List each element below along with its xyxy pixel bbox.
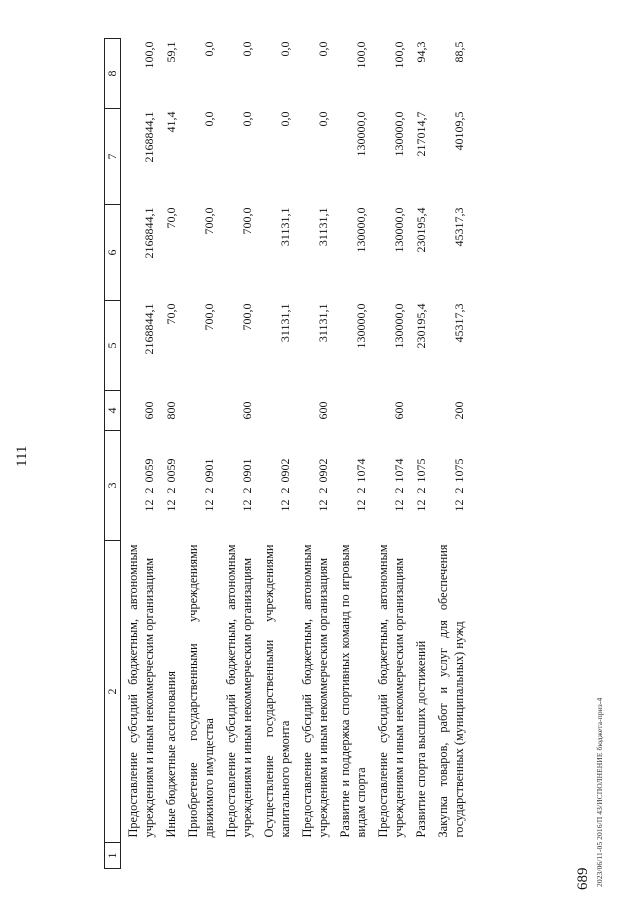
target-article-code: 0901 xyxy=(240,458,254,483)
source-path: 2023/06/11-05 2016/П 43/ИСПОЛНЕНИЕ бюджета-приз-4 xyxy=(595,697,604,887)
section-code: 12 xyxy=(392,499,406,512)
column-number-6: 6 xyxy=(105,205,121,301)
executed-amount: 0,0 xyxy=(316,111,330,127)
section-code: 12 xyxy=(240,499,254,512)
execution-percent: 59,1 xyxy=(164,41,178,63)
item-name: Развитие спорта высших достижений xyxy=(414,640,428,838)
target-article-code: 1074 xyxy=(392,458,406,483)
column-number-1: 1 xyxy=(105,843,121,869)
executed-amount: 41,4 xyxy=(164,111,178,133)
executed-amount: 130000,0 xyxy=(354,111,368,157)
approved-amount: 31131,1 xyxy=(316,303,330,343)
approved-amount: 2168844,1 xyxy=(142,303,156,355)
approved-amount: 700,0 xyxy=(240,303,254,331)
approved-amount: 45317,3 xyxy=(452,303,466,343)
item-name: Иные бюджетные ассигнования xyxy=(164,670,178,838)
execution-percent: 0,0 xyxy=(240,41,254,57)
refined-amount: 31131,1 xyxy=(278,207,292,247)
row-index-cell xyxy=(409,843,431,869)
expense-type-code: 600 xyxy=(240,401,254,420)
classification-code xyxy=(409,431,431,541)
execution-percent: 100,0 xyxy=(354,41,368,69)
classification-code xyxy=(333,431,371,541)
execution-percent: 0,0 xyxy=(316,41,330,57)
refined-amount: 700,0 xyxy=(202,207,216,235)
executed-amount: 130000,0 xyxy=(392,111,406,157)
refined-amount: 31131,1 xyxy=(316,207,330,247)
execution-percent: 94,3 xyxy=(414,41,428,63)
table-row xyxy=(431,39,469,869)
section-code: 12 xyxy=(316,499,330,512)
item-name: Предоставление субсидий бюджетным, автономным учреждениям и иным некоммерческим организациям xyxy=(224,544,254,838)
item-name: Закупка товаров, работ и услуг для обеспечения государственных (муниципальных) нужд xyxy=(436,544,466,838)
expense-type-code xyxy=(181,391,219,431)
classification-code xyxy=(159,431,181,541)
target-article-code: 1075 xyxy=(414,458,428,483)
column-number-8: 8 xyxy=(105,39,121,109)
approved-amount: 70,0 xyxy=(164,303,178,325)
execution-percent: 0,0 xyxy=(278,41,292,57)
executed-amount: 217014,7 xyxy=(414,111,428,157)
refined-amount: 70,0 xyxy=(164,207,178,229)
expense-type-code xyxy=(257,391,295,431)
column-number-4: 4 xyxy=(105,391,121,431)
expense-type-code: 800 xyxy=(164,401,178,420)
execution-percent: 100,0 xyxy=(392,41,406,69)
target-article-code: 0901 xyxy=(202,458,216,483)
refined-amount: 130000,0 xyxy=(354,207,368,253)
table-row xyxy=(181,39,219,869)
table-row xyxy=(295,39,333,869)
item-name: Предоставление субсидий бюджетным, автономным учреждениям и иным некоммерческим организациям xyxy=(126,544,156,838)
subsection-code: 2 xyxy=(452,487,466,494)
section-code: 12 xyxy=(142,499,156,512)
approved-amount: 31131,1 xyxy=(278,303,292,343)
table-body xyxy=(121,39,470,869)
subsection-code: 2 xyxy=(142,487,156,494)
row-index-cell xyxy=(219,843,257,869)
table-row xyxy=(159,39,181,869)
approved-amount: 130000,0 xyxy=(392,303,406,349)
classification-code xyxy=(219,431,257,541)
section-code: 12 xyxy=(278,499,292,512)
subsection-code: 2 xyxy=(240,487,254,494)
refined-amount: 700,0 xyxy=(240,207,254,235)
column-number-3: 3 xyxy=(105,431,121,541)
row-index-cell xyxy=(181,843,219,869)
classification-code xyxy=(371,431,409,541)
table-row xyxy=(409,39,431,869)
executed-amount: 40109,5 xyxy=(452,111,466,151)
refined-amount: 230195,4 xyxy=(414,207,428,253)
item-name: Предоставление субсидий бюджетным, автономным учреждениям и иным некоммерческим организациям xyxy=(300,544,330,838)
expense-type-code xyxy=(409,391,431,431)
expense-type-code: 200 xyxy=(452,401,466,420)
target-article-code: 0902 xyxy=(278,458,292,483)
section-code: 12 xyxy=(452,499,466,512)
row-index-cell xyxy=(121,843,160,869)
refined-amount: 45317,3 xyxy=(452,207,466,247)
item-name: Развитие и поддержка спортивных команд по игровым видам спорта xyxy=(338,544,368,838)
refined-amount: 2168844,1 xyxy=(142,207,156,259)
column-number-2: 2 xyxy=(105,541,121,843)
section-code: 12 xyxy=(354,499,368,512)
approved-amount: 230195,4 xyxy=(414,303,428,349)
item-name: Осуществление государственными учреждениями капитального ремонта xyxy=(262,544,292,838)
table-row xyxy=(371,39,409,869)
execution-percent: 0,0 xyxy=(202,41,216,57)
expense-type-code: 600 xyxy=(142,401,156,420)
expense-type-code: 600 xyxy=(316,401,330,420)
target-article-code: 0902 xyxy=(316,458,330,483)
item-name: Предоставление субсидий бюджетным, автономным учреждениям и иным некоммерческим организациям xyxy=(376,544,406,838)
refined-amount: 130000,0 xyxy=(392,207,406,253)
classification-code xyxy=(431,431,469,541)
subsection-code: 2 xyxy=(278,487,292,494)
execution-percent: 88,5 xyxy=(452,41,466,63)
subsection-code: 2 xyxy=(392,487,406,494)
section-code: 12 xyxy=(414,499,428,512)
section-code: 12 xyxy=(164,499,178,512)
subsection-code: 2 xyxy=(316,487,330,494)
classification-code xyxy=(181,431,219,541)
table-row xyxy=(219,39,257,869)
row-index-cell xyxy=(431,843,469,869)
subsection-code: 2 xyxy=(164,487,178,494)
row-index-cell xyxy=(257,843,295,869)
executed-amount: 0,0 xyxy=(278,111,292,127)
item-name: Приобретение государственными учреждениями движимого имущества xyxy=(186,544,216,838)
approved-amount: 700,0 xyxy=(202,303,216,331)
executed-amount: 0,0 xyxy=(240,111,254,127)
row-index-cell xyxy=(159,843,181,869)
row-index-cell xyxy=(371,843,409,869)
row-index-cell xyxy=(333,843,371,869)
page-number: 689 xyxy=(575,867,591,890)
subsection-code: 2 xyxy=(354,487,368,494)
expense-type-code: 600 xyxy=(392,401,406,420)
section-code: 12 xyxy=(202,499,216,512)
row-index-cell xyxy=(295,843,333,869)
classification-code xyxy=(295,431,333,541)
column-number-5: 5 xyxy=(105,301,121,391)
subsection-code: 2 xyxy=(202,487,216,494)
expense-type-code xyxy=(333,391,371,431)
target-article-code: 0059 xyxy=(142,458,156,483)
column-number-7: 7 xyxy=(105,109,121,205)
classification-code xyxy=(121,431,160,541)
budget-table xyxy=(104,38,469,869)
executed-amount: 2168844,1 xyxy=(142,111,156,163)
target-article-code: 0059 xyxy=(164,458,178,483)
classification-code xyxy=(257,431,295,541)
table-row xyxy=(121,39,160,869)
subsection-code: 2 xyxy=(414,487,428,494)
header-number: 111 xyxy=(14,445,30,467)
table-row xyxy=(257,39,295,869)
column-number-row xyxy=(105,39,121,869)
approved-amount: 130000,0 xyxy=(354,303,368,349)
table-row xyxy=(333,39,371,869)
target-article-code: 1074 xyxy=(354,458,368,483)
execution-percent: 100,0 xyxy=(142,41,156,69)
executed-amount: 0,0 xyxy=(202,111,216,127)
target-article-code: 1075 xyxy=(452,458,466,483)
